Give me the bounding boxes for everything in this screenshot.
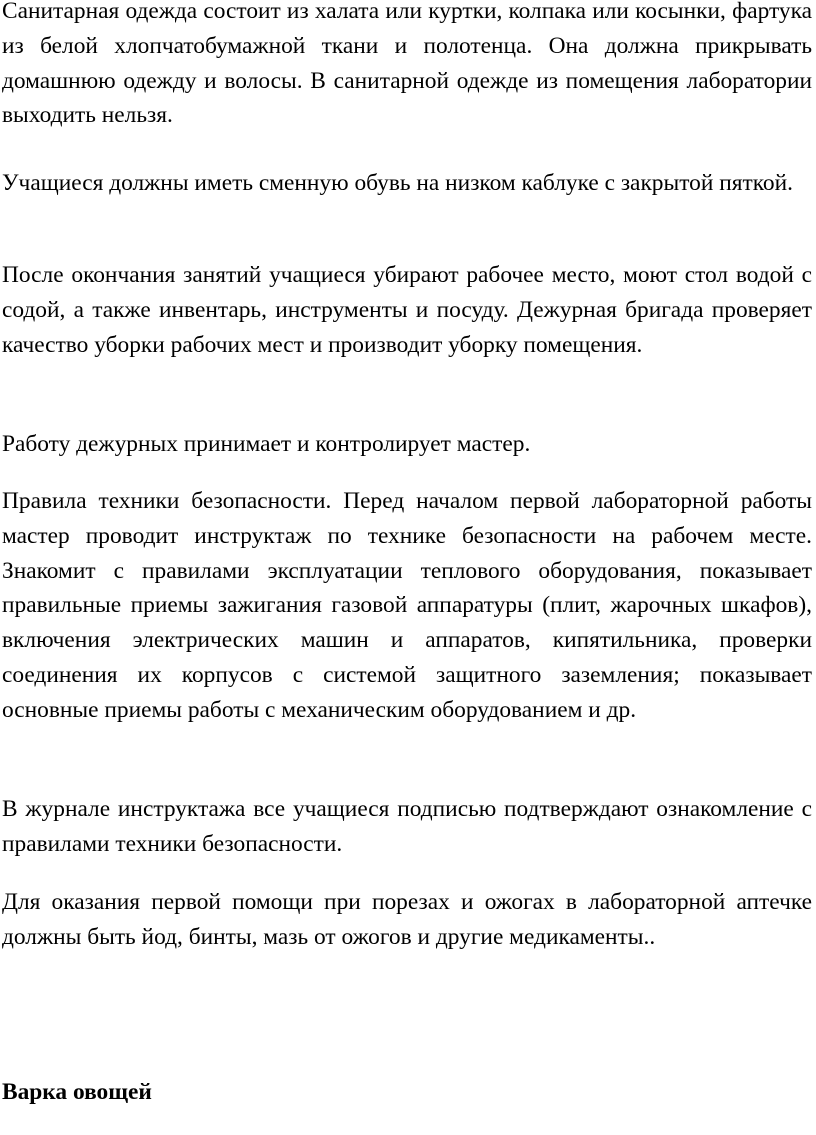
paragraph-duty-control: Работу дежурных принимает и контролирует мастер. bbox=[2, 431, 531, 457]
paragraph-footwear: Учащиеся должны иметь сменную обувь на низком каблуке с закрытой пяткой. bbox=[2, 170, 793, 196]
paragraph-first-aid: Для оказания первой помощи при порезах и ожогах в лабораторной аптечке должны быть йод, бинты, мазь от ожогов и другие медикаменты.. bbox=[2, 889, 812, 950]
paragraph-instruction-journal: В журнале инструктажа все учащиеся подписью подтверждают ознакомление с правилами техники безопасности. bbox=[2, 796, 812, 857]
paragraph-sanitary-clothing: Санитарная одежда состоит из халата или куртки, колпака или косынки, фартука из белой хлопчатобумажной ткани и полотенца. Она должна прикрывать домашнюю одежду и волосы. В санитарной одежде из помещения лаборатории выходить нельзя. bbox=[2, 0, 812, 129]
section-heading: Варка овощей bbox=[2, 1079, 152, 1105]
paragraph-cleanup: После окончания занятий учащиеся убирают рабочее место, моют стол водой с содой, а также инвентарь, инструменты и посуду. Дежурная бригада проверяет качество уборки рабочих мест и производит уборку помещения. bbox=[2, 262, 812, 358]
paragraph-safety-rules: Правила техники безопасности. Перед началом первой лабораторной работы мастер проводит инструктаж по технике безопасности на рабочем месте. Знакомит с правилами эксплуатации теплового оборудования, показывает правильные приемы зажигания газовой аппаратуры (плит, жарочных шкафов), включения электрических машин и аппаратов, кипятильника, проверки соединения их корпусов с системой защитного заземления; показывает основные приемы работы с механическим оборудованием и др. bbox=[2, 488, 812, 723]
